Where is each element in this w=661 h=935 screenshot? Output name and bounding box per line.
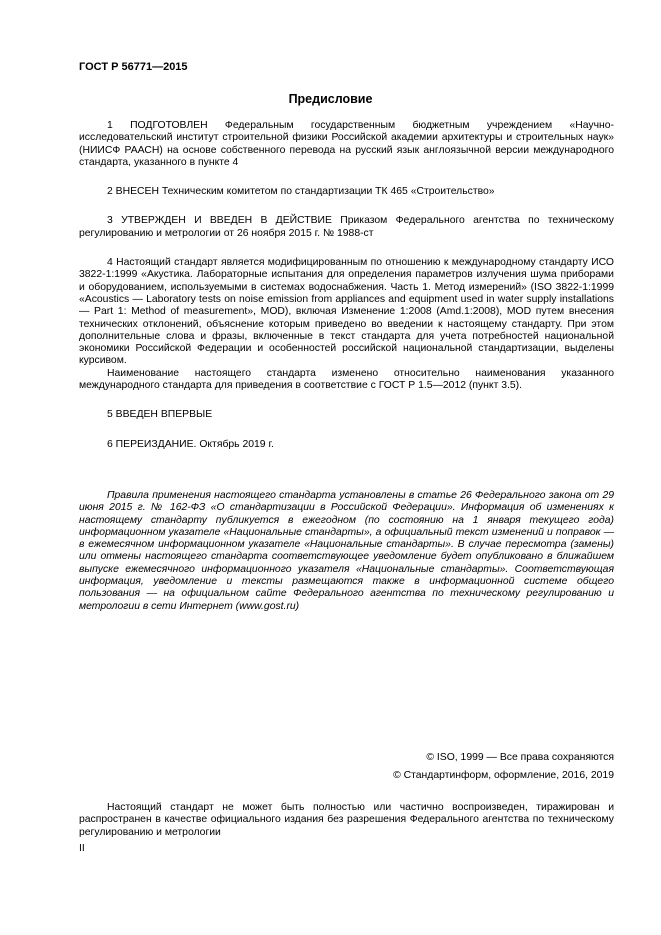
paragraph-5: 5 ВВЕДЕН ВПЕРВЫЕ: [107, 409, 213, 421]
paragraph-4: 4 Настоящий стандарт является модифицированным по отношению к международному стандарту ИСО 3822-1:1999 «Акустика. Лабораторные испытания для определения параметров излучения шума приборами и оборудованием, используемыми в системах водоснабжения. Часть 1. Метод измерений» (ISO 3822-1:1999 «Acoustics — Laboratory tests on noise emission from appliances and equipment used in water supply installations — Part 1: Method of measurement», MOD), включая Изменение 1:2008 (Amd.1:2008), MOD путем внесения технических отклонений, объяснение которым приведено во введении к настоящему стандарту. При этом дополнительные слова и фразы, включенные в текст стандарта для учета потребностей национальной экономики Российской Федерации и особенностей российской национальной стандартизации, выделены курсивом.: [79, 257, 614, 367]
paragraph-6: 6 ПЕРЕИЗДАНИЕ. Октябрь 2019 г.: [107, 438, 274, 450]
publisher-copyright: © Стандартинформ, оформление, 2016, 2019: [393, 770, 614, 781]
paragraph-3: 3 УТВЕРЖДЕН И ВВЕДЕН В ДЕЙСТВИЕ Приказом Федерального агентства по техническому регулированию и метрологии от 26 ноября 2015 г. № 1988-ст: [79, 215, 614, 239]
reproduction-notice: Настоящий стандарт не может быть полностью или частично воспроизведен, тиражирован и распространен в качестве официального издания без разрешения Федерального агентства по техническому регулированию и метрологии: [79, 802, 614, 838]
iso-copyright: © ISO, 1999 — Все права сохраняются: [426, 752, 614, 763]
preface-body: [79, 120, 614, 451]
page-title: Предисловие: [288, 92, 373, 106]
paragraph-1: 1 ПОДГОТОВЛЕН Федеральным государственным бюджетным учреждением «Научно-исследовательский институт строительной физики Российской академии архитектуры и строительных наук» (НИИСФ РААСН) на основе собственного перевода на русский язык англоязычной версии международного стандарта, указанного в пункте 4: [79, 120, 614, 168]
paragraph-4b: Наименование настоящего стандарта изменено относительно наименования указанного международного стандарта для приведения в соответствие с ГОСТ Р 1.5—2012 (пункт 3.5).: [79, 367, 614, 392]
standard-id: ГОСТ Р 56771—2015: [79, 61, 188, 73]
page-number: II: [79, 843, 85, 854]
application-notice: Правила применения настоящего стандарта установлены в статье 26 Федерального закона от 29 июня 2015 г. № 162-ФЗ «О стандартизации в Российской Федерации». Информация об изменениях к настоящему стандарту публикуется в ежегодном (по состоянию на 1 января текущего года) информационном указателе «Национальные стандарты», а официальный текст изменений и поправок — в ежемесячном информационном указателе «Национальные стандарты». В случае пересмотра (замены) или отмены настоящего стандарта соответствующее уведомление будет опубликовано в ближайшем выпуске ежемесячного информационного указателя «Национальные стандарты». Соответствующая информация, уведомление и тексты размещаются также в информационной системе общего пользования — на официальном сайте Федерального агентства по техническому регулированию и метрологии в сети Интернет (www.gost.ru): [79, 490, 614, 612]
paragraph-2: 2 ВНЕСЕН Техническим комитетом по стандартизации ТК 465 «Строительство»: [107, 186, 495, 198]
